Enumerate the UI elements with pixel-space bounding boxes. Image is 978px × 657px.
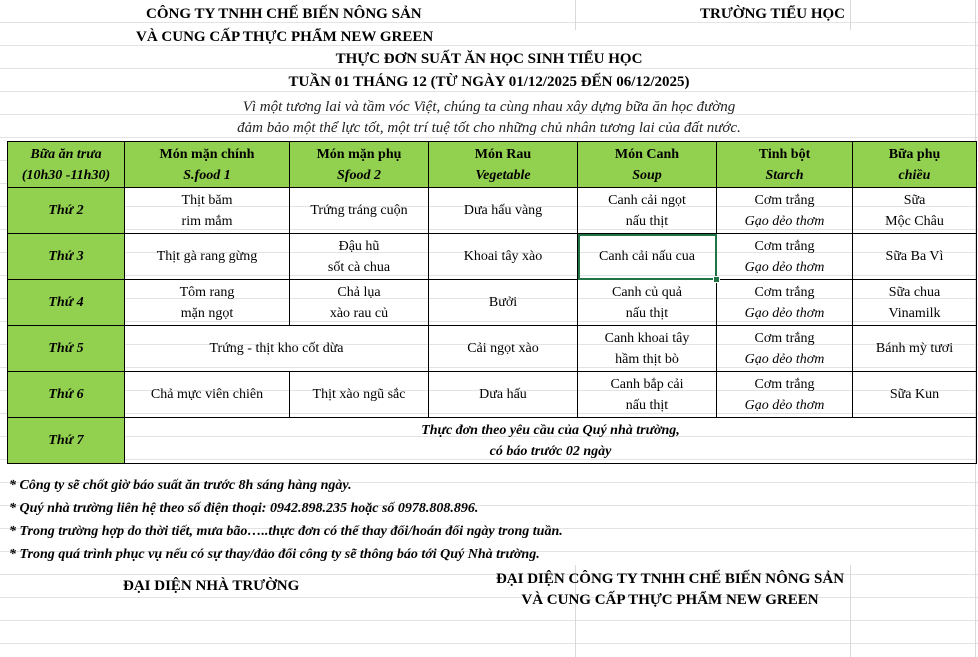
vegetable-cell[interactable]: Khoai tây xào	[429, 234, 578, 280]
side-dish-cell[interactable]: Thịt xào ngũ sắc	[290, 372, 429, 418]
col-header-side-dish[interactable]: Món mặn phụ Sfood 2	[290, 142, 429, 188]
starch-cell[interactable]: Cơm trắng Gạo dẻo thơm	[717, 326, 853, 372]
table-row	[8, 280, 977, 326]
vegetable-cell[interactable]: Dưa hấu vàng	[429, 188, 578, 234]
saturday-note-cell[interactable]: Thực đơn theo yêu cầu của Quý nhà trường, có báo trước 02 ngày	[125, 418, 977, 464]
notes-section	[9, 474, 563, 566]
day-cell[interactable]: Thứ 4	[8, 280, 125, 326]
menu-table	[7, 141, 977, 464]
table-row	[8, 326, 977, 372]
note-item: * Quý nhà trường liên hệ theo số điện thoại: 0942.898.235 hoặc số 0978.808.896.	[9, 501, 479, 516]
col-header-lunch[interactable]: Bữa ăn trưa (10h30 -11h30)	[8, 142, 125, 188]
table-row	[8, 372, 977, 418]
merged-main-dish-cell[interactable]: Trứng - thịt kho cốt dừa	[125, 326, 429, 372]
day-cell[interactable]: Thứ 7	[8, 418, 125, 464]
soup-cell[interactable]: Canh khoai tây hầm thịt bò	[578, 326, 717, 372]
main-dish-cell[interactable]: Thịt gà rang gừng	[125, 234, 290, 280]
company-name-line2: VÀ CUNG CẤP THỰC PHẨM NEW GREEN	[136, 29, 434, 45]
soup-cell[interactable]: Canh cải ngọt nấu thịt	[578, 188, 717, 234]
starch-cell[interactable]: Cơm trắng Gạo dẻo thơm	[717, 280, 853, 326]
slogan-line1: Vì một tương lai và tầm vóc Việt, chúng ta cùng nhau xây dựng bữa ăn học đường	[242, 99, 736, 115]
side-dish-cell[interactable]: Đậu hũ sốt cà chua	[290, 234, 429, 280]
school-name: TRƯỜNG TIỂU HỌC	[700, 6, 846, 22]
week-range: TUẦN 01 THÁNG 12 (TỪ NGÀY 01/12/2025 ĐẾN 06/12/2025)	[288, 74, 690, 90]
table-row	[8, 234, 977, 280]
school-representative: ĐẠI DIỆN NHÀ TRƯỜNG	[123, 578, 300, 594]
col-header-vegetable[interactable]: Món Rau Vegetable	[429, 142, 578, 188]
main-dish-cell[interactable]: Chả mực viên chiên	[125, 372, 290, 418]
vegetable-cell[interactable]: Cải ngọt xào	[429, 326, 578, 372]
gridline	[850, 0, 851, 30]
table-row	[8, 418, 977, 464]
company-name-line1: CÔNG TY TNHH CHẾ BIẾN NÔNG SẢN	[146, 6, 422, 22]
vegetable-cell[interactable]: Bưởi	[429, 280, 578, 326]
col-header-starch[interactable]: Tinh bột Starch	[717, 142, 853, 188]
col-header-soup[interactable]: Món Canh Soup	[578, 142, 717, 188]
table-header-row	[8, 142, 977, 188]
vegetable-cell[interactable]: Dưa hấu	[429, 372, 578, 418]
snack-cell[interactable]: Sữa Kun	[853, 372, 977, 418]
company-representative-line2: VÀ CUNG CẤP THỰC PHẨM NEW GREEN	[521, 592, 819, 608]
main-dish-cell[interactable]: Thịt băm rim mắm	[125, 188, 290, 234]
day-cell[interactable]: Thứ 6	[8, 372, 125, 418]
note-item: * Công ty sẽ chốt giờ báo suất ăn trước 8h sáng hàng ngày.	[9, 478, 352, 493]
note-item: * Trong quá trình phục vụ nếu có sự thay/đảo đổi công ty sẽ thông báo tới Quý Nhà trường.	[9, 547, 540, 562]
company-representative-line1: ĐẠI DIỆN CÔNG TY TNHH CHẾ BIẾN NÔNG SẢN	[495, 571, 845, 587]
soup-cell-selected[interactable]: Canh cải nấu cua	[578, 234, 717, 280]
starch-cell[interactable]: Cơm trắng Gạo dẻo thơm	[717, 234, 853, 280]
slogan-line2: đảm bảo một thể lực tốt, một trí tuệ tốt cho những chủ nhân tương lai của đất nước.	[237, 120, 741, 136]
snack-cell[interactable]: Sữa chua Vinamilk	[853, 280, 977, 326]
col-header-snack[interactable]: Bữa phụ chiều	[853, 142, 977, 188]
table-row	[8, 188, 977, 234]
soup-cell[interactable]: Canh bắp cải nấu thịt	[578, 372, 717, 418]
side-dish-cell[interactable]: Chả lụa xào rau củ	[290, 280, 429, 326]
gridline	[575, 0, 576, 30]
snack-cell[interactable]: Sữa Mộc Châu	[853, 188, 977, 234]
day-cell[interactable]: Thứ 2	[8, 188, 125, 234]
side-dish-cell[interactable]: Trứng tráng cuộn	[290, 188, 429, 234]
col-header-main-dish[interactable]: Món mặn chính S.food 1	[125, 142, 290, 188]
soup-cell[interactable]: Canh củ quả nấu thịt	[578, 280, 717, 326]
day-cell[interactable]: Thứ 5	[8, 326, 125, 372]
snack-cell[interactable]: Sữa Ba Vì	[853, 234, 977, 280]
note-item: * Trong trường hợp do thời tiết, mưa bão…..thực đơn có thể thay đổi/hoán đổi ngày trong tuần.	[9, 524, 563, 539]
starch-cell[interactable]: Cơm trắng Gạo dẻo thơm	[717, 372, 853, 418]
snack-cell[interactable]: Bánh mỳ tươi	[853, 326, 977, 372]
main-dish-cell[interactable]: Tôm rang mặn ngọt	[125, 280, 290, 326]
menu-title: THỰC ĐƠN SUẤT ĂN HỌC SINH TIỂU HỌC	[335, 51, 643, 67]
day-cell[interactable]: Thứ 3	[8, 234, 125, 280]
starch-cell[interactable]: Cơm trắng Gạo dẻo thơm	[717, 188, 853, 234]
